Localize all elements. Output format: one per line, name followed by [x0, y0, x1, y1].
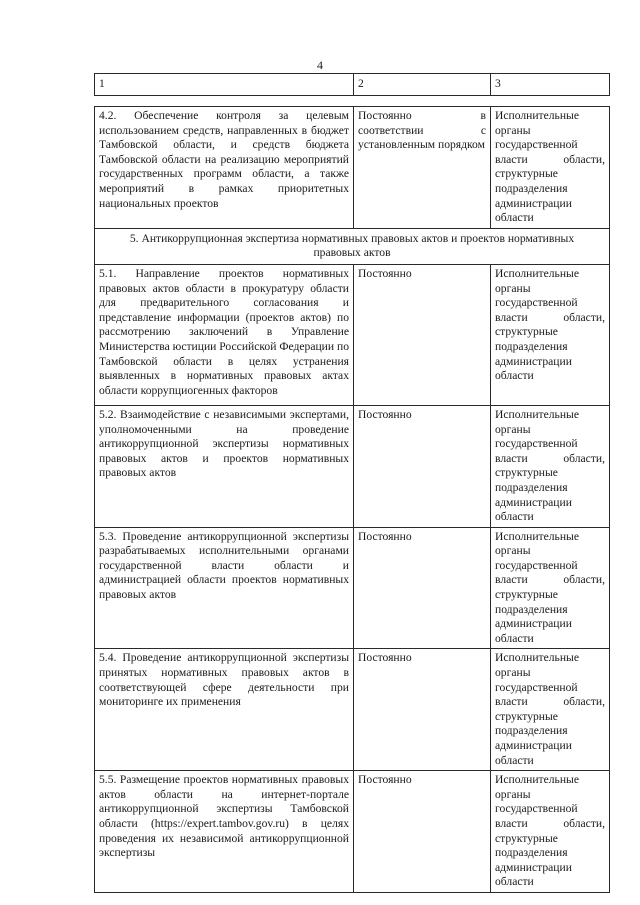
term-cell: Постоянно	[354, 264, 491, 405]
page-number: 4	[317, 58, 323, 72]
responsible-cell: Исполнительные органы государственной власти области, структурные подразделения администрации области	[491, 107, 610, 229]
measure-cell: 5.2. Взаимодействие с независимыми экспертами, уполномоченными на проведение антикоррупционной экспертизы нормативных правовых актов и проектов нормативных правовых актов	[95, 405, 354, 527]
table-row	[95, 649, 610, 771]
responsible-cell: Исполнительные органы государственной власти области, структурные подразделения администрации области	[491, 771, 610, 893]
column-header-3: 3	[491, 74, 610, 96]
column-header-1: 1	[95, 74, 354, 96]
term-cell: Постоянно	[354, 527, 491, 649]
term-cell: Постоянно в соответствии с установленным порядком	[354, 107, 491, 229]
measure-cell: 5.4. Проведение антикоррупционной экспертизы принятых нормативных правовых актов в соответствующей сфере деятельности при мониторинге их применения	[95, 649, 354, 771]
table-row	[95, 264, 610, 405]
measures-table	[94, 106, 610, 893]
column-header-table	[94, 73, 610, 96]
responsible-cell: Исполнительные органы государственной власти области, структурные подразделения администрации области	[491, 527, 610, 649]
term-cell: Постоянно	[354, 649, 491, 771]
section-title: 5. Антикоррупционная экспертиза нормативных правовых актов и проектов нормативных правовых актов	[95, 228, 610, 264]
measure-cell: 5.3. Проведение антикоррупционной экспертизы разрабатываемых исполнительными органами государственной власти области и администрацией области проектов нормативных правовых актов	[95, 527, 354, 649]
measure-cell: 5.1. Направление проектов нормативных правовых актов области в прокуратуру области для предварительного согласования и представление информации (проектов актов) по рассмотрению заключений в Управление Министерства юстиции Российской Федерации по Тамбовской области в целях устранения выявленных в нормативных правовых актах области коррупциогенных факторов	[95, 264, 354, 405]
table-row	[95, 107, 610, 229]
table-row	[95, 527, 610, 649]
table-row	[95, 771, 610, 893]
measure-cell: 5.5. Размещение проектов нормативных правовых актов области на интернет-портале антикоррупционной экспертизы Тамбовской области (https://expert.tambov.gov.ru) в целях проведения их независимой антикоррупционной экспертизы	[95, 771, 354, 893]
table-row	[95, 405, 610, 527]
column-header-row	[95, 74, 610, 96]
column-header-2: 2	[354, 74, 491, 96]
term-cell: Постоянно	[354, 771, 491, 893]
section-title-row	[95, 228, 610, 264]
responsible-cell: Исполнительные органы государственной власти области, структурные подразделения администрации области	[491, 405, 610, 527]
term-cell: Постоянно	[354, 405, 491, 527]
measure-cell: 4.2. Обеспечение контроля за целевым использованием средств, направленных в бюджет Тамбовской области, и средств бюджета Тамбовской области на реализацию мероприятий государственных программ области, а также мероприятий в рамках приоритетных национальных проектов	[95, 107, 354, 229]
responsible-cell: Исполнительные органы государственной власти области, структурные подразделения администрации области	[491, 264, 610, 405]
responsible-cell: Исполнительные органы государственной власти области, структурные подразделения администрации области	[491, 649, 610, 771]
